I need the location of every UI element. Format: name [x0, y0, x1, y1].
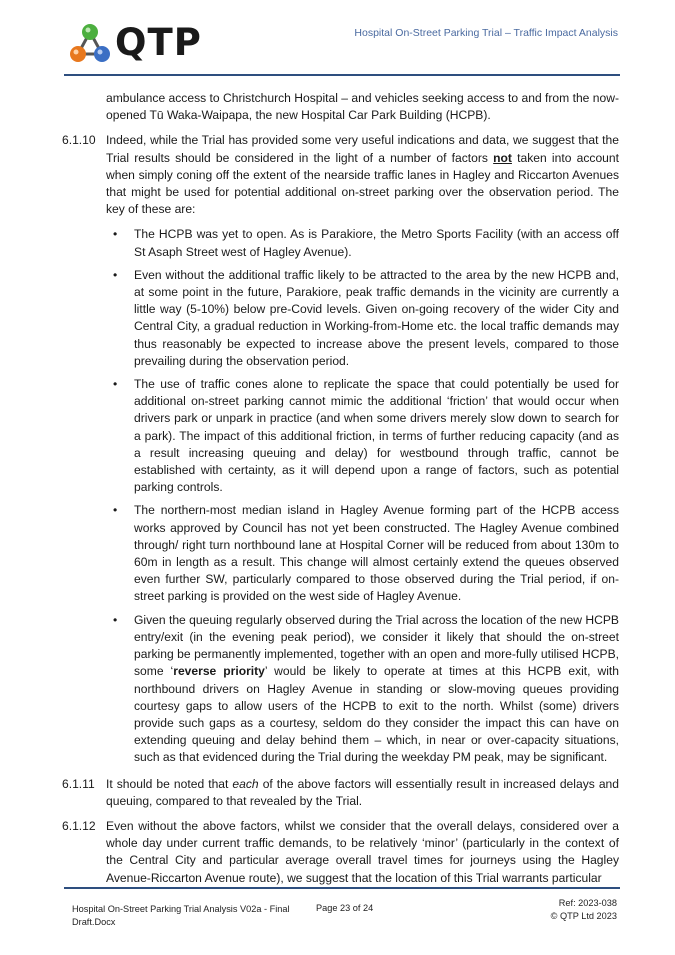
footer-reference [551, 897, 617, 922]
paragraph-text: Indeed, while the Trial has provided some very useful indications and data, we suggest that the Trial results should be considered in the light of a number of factors not taken into account when simply coning off the extent of the nearside traffic lanes in Hagley and Riccarton Avenues that might be used for potential additional on-street parking over the observation period. The key of these are: [106, 133, 619, 217]
list-item: • Even without the additional traffic likely to be attracted to the area by the new HCPB and, at some point in the future, Parakiore, peak traffic demands in the vicinity are currently a little way (5-10%) below pre-Covid levels. Given on-going recovery of the wider City and Central City, a gradual reduction in Working-from-Home etc. the local traffic demands may thus reasonably be expected to increase above the present levels, compared to those prevailing during the observation period. [62, 267, 619, 370]
paragraph-number: 6.1.10 [62, 133, 96, 148]
list-item: • Given the queuing regularly observed during the Trial across the location of the new HCPB entry/exit (in the evening peak period), we consider it likely that should the on-street parking be permanently implemented, together with an open and more-fully utilised HCPB, some ‘reverse priority’ would be likely to operate at times at this HCPB exit, with northbound drivers on Hagley Avenue in standing or slow-moving queues providing courtesy gaps to allow users of the HCPB to exit to the north. Whilst (some) drivers provide such gaps as a courtesy, seldom do they consider the impact this can have on extending queuing and delay behind them – which, in near or over-capacity situations, such as that evidenced during the Trial during the weekday PM peak, may be significant. [62, 612, 619, 767]
paragraph-6-1-10 [62, 132, 619, 218]
page-header [0, 0, 675, 80]
document-body [62, 90, 619, 887]
paragraph-continuation: ambulance access to Christchurch Hospital – and vehicles seeking access to and from the now-opened Tū Waka-Waipapa, the new Hospital Car Park Building (HCPB). [106, 91, 619, 123]
list-item: • The use of traffic cones alone to replicate the space that could potentially be used for additional on-street parking cannot mimic the additional ‘friction’ that would occur when drivers park or unpark in practice (and when some drivers merely slow down to search for a park). The impact of this additional friction, in terms of further reducing capacity (and as a result increasing queuing and delay) for westbound through traffic, cannot be established with certainty, as it will depend upon a range of factors, such as potential parking controls. [62, 376, 619, 496]
paragraph-number: 6.1.11 [62, 776, 95, 791]
footer-ref: Ref: 2023-038 [558, 898, 617, 908]
factor-list [62, 226, 619, 766]
list-item: • The northern-most median island in Hagley Avenue forming part of the HCPB access works approved by Council has not yet been constructed. The Hagley Avenue combined through/ right turn northbound lane at Hospital Corner will be reduced from about 130m to 60m in length as a result. This change will almost certainly extend the queues observed even further SW, particularly compared to those observed during the Trial period, if on-street parking is provided on the west side of Hagley Avenue. [62, 502, 619, 605]
header-divider [64, 74, 620, 76]
footer-copyright: © QTP Ltd 2023 [550, 910, 617, 921]
emphasis-each: each [232, 776, 259, 791]
paragraph-6-1-11 [62, 776, 619, 810]
footer-document-name: Hospital On-Street Parking Trial Analysis V02a - Final Draft.Docx [72, 904, 290, 927]
qtp-logo [68, 22, 218, 66]
emphasis-not: not [493, 150, 512, 165]
paragraph-6-1-12 [62, 818, 619, 887]
molecule-logo-icon [68, 22, 114, 66]
header-title: Hospital On-Street Parking Trial – Traffic Impact Analysis [354, 27, 618, 39]
list-item: • The HCPB was yet to open. As is Parakiore, the Metro Sports Facility (with an access off St Asaph Street west of Hagley Avenue). [62, 226, 619, 260]
emphasis-reverse-priority: reverse priority [173, 664, 265, 679]
paragraph-text: Even without the above factors, whilst we consider that the overall delays, considered over a whole day under current traffic demands, to be relatively ‘minor’ (particularly in the context of the Central City and particular average overall travel times for journeys using the Hagley Avenue-Riccarton Avenue route), we suggest that the location of this Trial warrants particular [106, 818, 619, 885]
footer-page-number: Page 23 of 24 [316, 903, 374, 913]
footer-divider [64, 887, 620, 889]
paragraph-number: 6.1.12 [62, 818, 96, 833]
logo-text: QTP [115, 21, 202, 64]
paragraph-text: It should be noted that each of the above factors will essentially result in increased delays and queuing, compared to that revealed by the Trial. [106, 776, 620, 808]
